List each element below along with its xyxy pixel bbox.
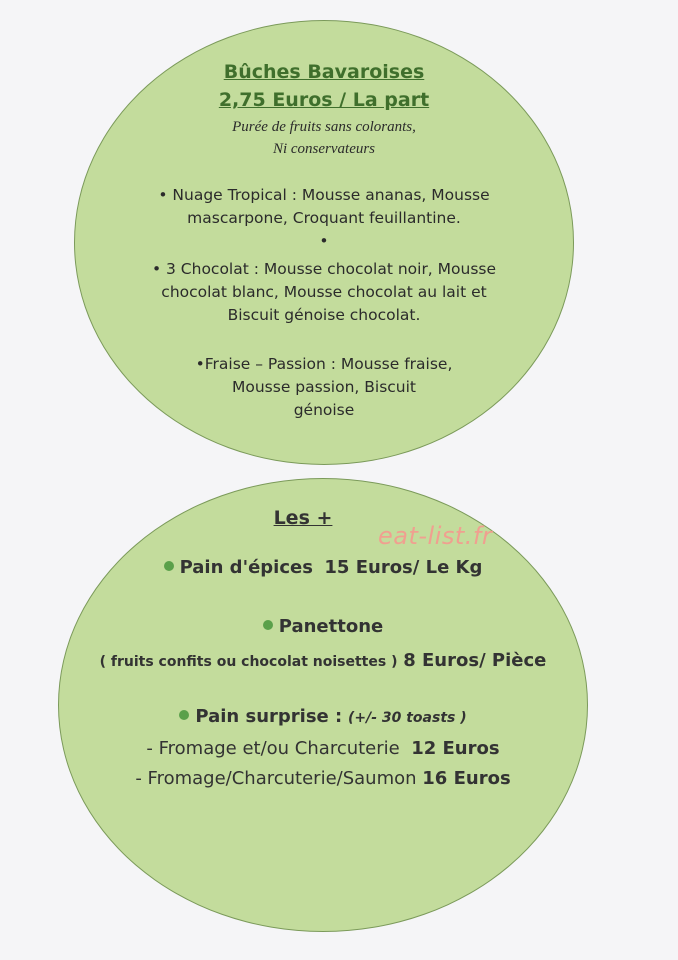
item-line: chocolat blanc, Mousse chocolat au lait et (161, 283, 487, 301)
item-3-chocolat (75, 258, 573, 327)
bullet-dot-icon (179, 710, 189, 720)
pain-surprise-option2 (59, 768, 587, 789)
item-line: mascarpone, Croquant feuillantine. (187, 209, 461, 227)
pain-epices-line (59, 557, 587, 578)
pain-surprise-note: (+/- 30 toasts ) (347, 710, 467, 726)
bullet-dot-icon (164, 561, 174, 571)
buches-ellipse (74, 20, 574, 465)
extras-heading: Les + (273, 507, 333, 529)
pain-surprise-option1 (59, 738, 587, 759)
item-line: • (319, 232, 329, 250)
pain-surprise-line (59, 706, 587, 727)
panettone-detail-line (59, 650, 587, 671)
extras-ellipse (58, 478, 588, 932)
panettone-price: 8 Euros/ Pièce (403, 650, 547, 671)
watermark-text: eat-list.fr (378, 522, 493, 550)
pain-epices-name: Pain d'épices (179, 557, 313, 578)
item-line: Biscuit génoise chocolat. (227, 306, 421, 324)
item-line: • 3 Chocolat : Mousse chocolat noir, Mousse (151, 260, 497, 278)
option1-price: 12 Euros (411, 738, 500, 759)
item-nuage-tropical (75, 184, 573, 253)
panettone-detail: ( fruits confits ou chocolat noisettes ) (99, 654, 398, 670)
option2-price: 16 Euros (422, 768, 511, 789)
panettone-line (59, 616, 587, 637)
buches-subtitle-line1: Purée de fruits sans colorants, (232, 119, 416, 135)
pain-surprise-name: Pain surprise : (195, 706, 343, 727)
item-fraise-passion (75, 353, 573, 422)
option2-label: - Fromage/Charcuterie/Saumon (135, 768, 417, 789)
item-line: •Fraise – Passion : Mousse fraise, (195, 355, 453, 373)
buches-subtitle-line2: Ni conservateurs (272, 141, 376, 157)
buches-title: Bûches Bavaroises (223, 61, 425, 83)
buches-price: 2,75 Euros / La part (218, 89, 430, 111)
pain-epices-price: 15 Euros/ Le Kg (324, 557, 483, 578)
item-line: génoise (293, 401, 355, 419)
item-line: • Nuage Tropical : Mousse ananas, Mousse (158, 186, 490, 204)
panettone-name: Panettone (278, 616, 384, 637)
option1-label: - Fromage et/ou Charcuterie (146, 738, 400, 759)
item-line: Mousse passion, Biscuit (232, 378, 416, 396)
bullet-dot-icon (263, 620, 273, 630)
